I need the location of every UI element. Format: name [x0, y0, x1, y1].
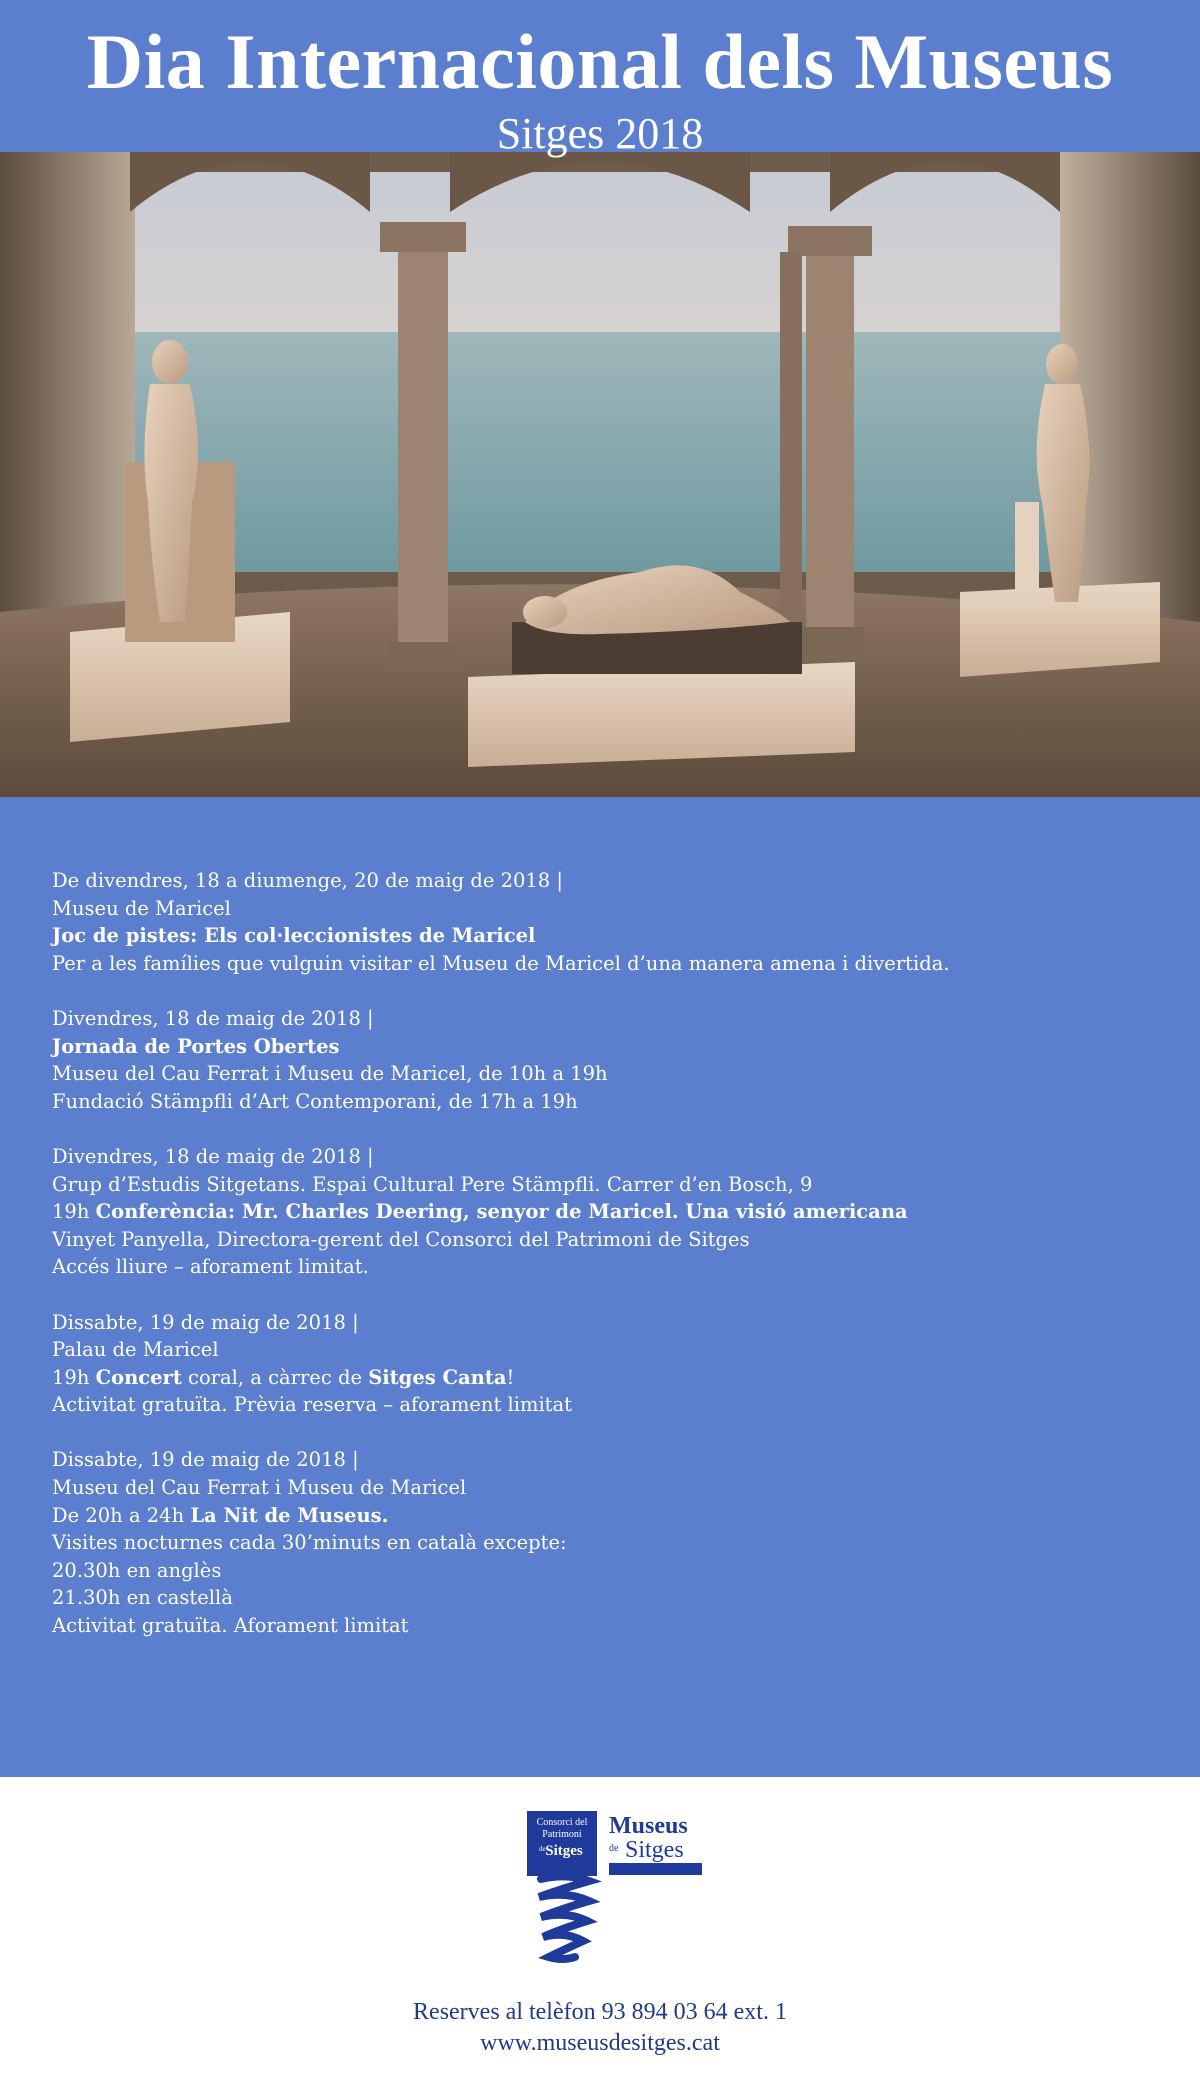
- event-highlight: Concert: [95, 1365, 182, 1389]
- consorci-text-1: Consorci del: [536, 1817, 588, 1828]
- museum-photo-illustration: [0, 152, 1200, 797]
- event-text: 19h: [52, 1365, 96, 1389]
- event-text: Museu de Maricel: [52, 896, 231, 920]
- consorci-text-4: Sitges: [545, 1843, 583, 1859]
- event-line: [52, 1557, 1152, 1585]
- event-text: De divendres, 18 a diumenge, 20 de maig de 2018 |: [52, 869, 563, 892]
- event-line: [52, 950, 1152, 978]
- event-text: Vinyet Panyella, Directora-gerent del Consorci del Patrimoni de Sitges: [52, 1227, 750, 1251]
- event-text: Divendres, 18 de maig de 2018 |: [52, 1006, 374, 1030]
- events-panel: [0, 797, 1200, 1777]
- contact-info: [0, 1997, 1200, 2059]
- event-highlight: Joc de pistes: Els col·leccionistes de Maricel: [52, 924, 536, 948]
- event-highlight: Jornada de Portes Obertes: [52, 1034, 340, 1058]
- event-highlight: La Nit de Museus.: [190, 1503, 389, 1527]
- event-line: [52, 1226, 1152, 1254]
- event-line: [52, 1474, 1152, 1502]
- event-line: [52, 1529, 1152, 1557]
- event-line: [52, 1143, 1152, 1171]
- event-text: Activitat gratuïta. Prèvia reserva – aforament limitat: [52, 1393, 572, 1417]
- event-text: Palau de Maricel: [52, 1338, 219, 1362]
- event-line: [52, 1309, 1152, 1337]
- event-text: Fundació Stämpfli d’Art Contemporani, de 17h a 19h: [52, 1089, 578, 1113]
- museus-label: Museus: [609, 1813, 688, 1839]
- event-line: [52, 1364, 1152, 1392]
- sitges-label: Sitges: [625, 1837, 684, 1863]
- event-highlight: Conferència: Mr. Charles Deering, senyor de Maricel. Una visió americana: [95, 1200, 908, 1224]
- event-block: [52, 1446, 1152, 1639]
- logo-bar: [609, 1863, 702, 1875]
- footer: [0, 1777, 1200, 2084]
- events-list: [52, 867, 1152, 1667]
- museus-sitges-logo: [527, 1811, 707, 1966]
- event-line: [52, 1584, 1152, 1612]
- consorci-text-2: Patrimoni: [542, 1829, 582, 1840]
- event-line: [52, 1033, 1152, 1061]
- event-line: [52, 1171, 1152, 1199]
- poster-subtitle: Sitges 2018: [496, 109, 704, 158]
- museum-photo: [0, 152, 1200, 797]
- event-line: [52, 1060, 1152, 1088]
- event-line: [52, 1446, 1152, 1474]
- website-link[interactable]: www.museusdesitges.cat: [480, 2030, 720, 2056]
- event-block: [52, 1005, 1152, 1115]
- event-highlight: Sitges Canta: [368, 1365, 507, 1389]
- event-text: Dissabte, 19 de maig de 2018 |: [52, 1448, 359, 1472]
- event-line: [52, 1336, 1152, 1364]
- event-text: Visites nocturnes cada 30’minuts en català excepte:: [52, 1531, 567, 1555]
- event-text: coral, a càrrec de: [181, 1365, 369, 1389]
- event-text: De 20h a 24h: [52, 1503, 191, 1527]
- event-line: [52, 895, 1152, 923]
- event-line: [52, 922, 1152, 950]
- event-text: Dissabte, 19 de maig de 2018 |: [52, 1310, 359, 1334]
- event-block: [52, 867, 1152, 977]
- de-label: de: [609, 1843, 619, 1854]
- event-text: 21.30h en castellà: [52, 1586, 233, 1610]
- event-text: Divendres, 18 de maig de 2018 |: [52, 1144, 374, 1168]
- event-line: [52, 1005, 1152, 1033]
- event-line: [52, 1502, 1152, 1530]
- event-text: Accés lliure – aforament limitat.: [52, 1255, 369, 1279]
- event-text: 19h: [52, 1200, 96, 1224]
- phone-line: Reserves al telèfon 93 894 03 64 ext. 1: [413, 1999, 787, 2025]
- event-line: [52, 1253, 1152, 1281]
- event-text: Museu del Cau Ferrat i Museu de Maricel, de 10h a 19h: [52, 1062, 608, 1086]
- event-block: [52, 1309, 1152, 1419]
- poster-title: Dia Internacional dels Museus: [86, 18, 1114, 105]
- event-text: Per a les famílies que vulguin visitar el Museu de Maricel d’una manera amena i divertida.: [52, 951, 950, 975]
- event-text: !: [506, 1365, 515, 1389]
- event-text: Activitat gratuïta. Aforament limitat: [52, 1614, 409, 1638]
- event-line: [52, 867, 1152, 895]
- event-text: Museu del Cau Ferrat i Museu de Maricel: [52, 1476, 467, 1500]
- event-line: [52, 1088, 1152, 1116]
- event-line: [52, 1198, 1152, 1226]
- event-block: [52, 1143, 1152, 1281]
- event-text: Grup d’Estudis Sitgetans. Espai Cultural Pere Stämpfli. Carrer d’en Bosch, 9: [52, 1172, 813, 1196]
- consorci-text-3: de: [539, 1845, 546, 1853]
- event-line: [52, 1612, 1152, 1640]
- event-line: [52, 1391, 1152, 1419]
- event-text: 20.30h en anglès: [52, 1558, 222, 1582]
- wave-swirl-graphic: [539, 1876, 589, 1959]
